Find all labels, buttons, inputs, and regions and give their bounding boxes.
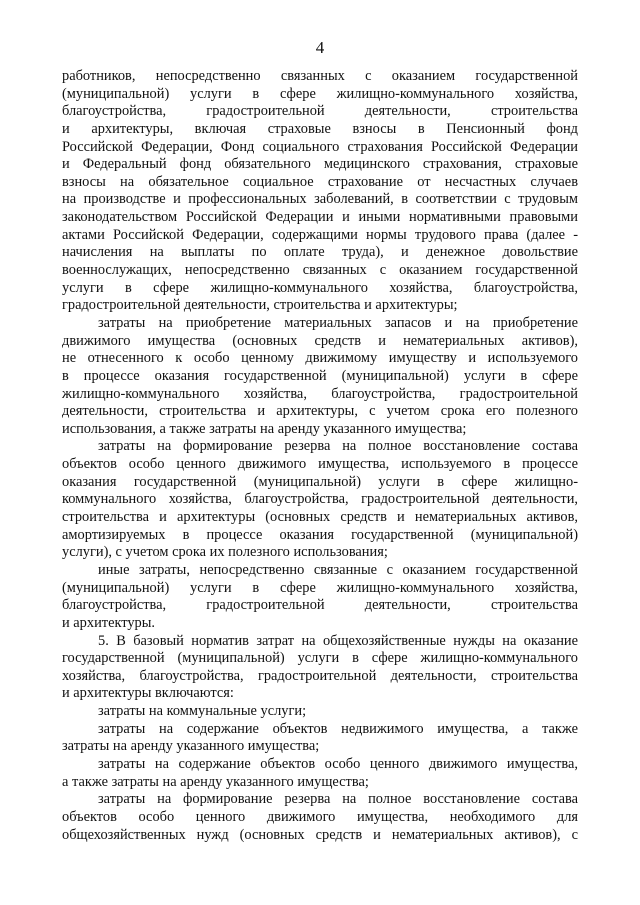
- text-line: коммунального хозяйства, благоустройства, градостроительной деятельности,: [62, 491, 578, 508]
- text-line: (муниципальной) услуги в сфере жилищно-коммунального хозяйства,: [62, 85, 578, 102]
- text-line: государственной (муниципальной) услуги в сфере жилищно-коммунального: [62, 650, 578, 667]
- text-line: а также затраты на аренду указанного имущества;: [62, 773, 369, 790]
- text-line: взносы на обязательное социальное страхование от несчастных случаев: [62, 173, 578, 190]
- text-line: затраты на содержание объектов недвижимого имущества, а также: [98, 720, 578, 737]
- text-line: благоустройства, градостроительной деятельности, строительства: [62, 103, 578, 120]
- text-line: услуги), с учетом срока их полезного использования;: [62, 544, 388, 561]
- text-line: объектов особо ценного движимого имущества, используемого в процессе: [62, 456, 578, 473]
- text-line: начисления на выплаты по оплате труда), и денежное довольствие: [62, 244, 578, 261]
- page-number: 4: [315, 38, 325, 57]
- body-text: [62, 68, 578, 844]
- text-line: затраты на аренду указанного имущества;: [62, 738, 320, 755]
- text-line: и архитектуры включаются:: [62, 685, 234, 702]
- text-line: и архитектуры.: [62, 614, 156, 631]
- text-line: (муниципальной) услуги в сфере жилищно-коммунального хозяйства,: [62, 579, 578, 596]
- text-line: хозяйства, благоустройства, градостроительной деятельности, строительства: [62, 667, 578, 684]
- text-line: объектов особо ценного движимого имущества, необходимого для: [62, 808, 578, 825]
- text-line: работников, непосредственно связанных с оказанием государственной: [62, 68, 578, 84]
- text-line: услуги в сфере жилищно-коммунального хозяйства, благоустройства,: [62, 279, 578, 296]
- text-line: не отнесенного к особо ценному движимому имуществу и используемого: [62, 350, 578, 367]
- text-line: деятельности, строительства и архитектуры, с учетом срока его полезного: [62, 403, 578, 420]
- text-line: затраты на формирование резерва на полное восстановление состава: [98, 438, 578, 455]
- text-line: общехозяйственных нужд (основных средств и нематериальных активов), с: [62, 826, 578, 843]
- text-line: благоустройства, градостроительной деятельности, строительства: [62, 597, 578, 614]
- text-line: жилищно-коммунального хозяйства, благоустройства, градостроительной: [62, 385, 578, 402]
- text-line: затраты на коммунальные услуги;: [98, 703, 307, 720]
- text-line: иные затраты, непосредственно связанные с оказанием государственной: [98, 561, 578, 578]
- text-line: оказания государственной (муниципальной) услуги в сфере жилищно-: [62, 473, 578, 490]
- text-line: на производстве и профессиональных заболеваний, в соответствии с трудовым: [62, 191, 578, 208]
- text-line: затраты на содержание объектов особо ценного движимого имущества,: [98, 755, 578, 772]
- text-line: в процессе оказания государственной (муниципальной) услуги в сфере: [62, 367, 578, 384]
- text-line: военнослужащих, непосредственно связанных с оказанием государственной: [62, 262, 578, 279]
- text-line: законодательством Российской Федерации и иными нормативными правовыми: [62, 209, 578, 226]
- text-line: строительства и архитектуры (основных средств и нематериальных активов,: [62, 509, 578, 526]
- text-line: Российской Федерации, Фонд социального страхования Российской Федерации: [62, 138, 578, 155]
- text-line: актами Российской Федерации, содержащими нормы трудового права (далее -: [62, 226, 578, 243]
- text-line: движимого имущества (основных средств и нематериальных активов),: [62, 332, 578, 349]
- text-line: 5. В базовый норматив затрат на общехозяйственные нужды на оказание: [98, 632, 578, 649]
- text-line: затраты на формирование резерва на полное восстановление состава: [98, 791, 578, 808]
- text-line: и Федеральный фонд обязательного медицинского страхования, страховые: [62, 156, 578, 173]
- text-line: и архитектуры, включая страховые взносы в Пенсионный фонд: [62, 120, 578, 137]
- text-line: амортизируемых в процессе оказания государственной (муниципальной): [62, 526, 578, 543]
- text-line: градостроительной деятельности, строительства и архитектуры;: [62, 297, 458, 314]
- text-line: затраты на приобретение материальных запасов и на приобретение: [98, 314, 578, 331]
- text-line: использования, а также затраты на аренду указанного имущества;: [62, 420, 467, 437]
